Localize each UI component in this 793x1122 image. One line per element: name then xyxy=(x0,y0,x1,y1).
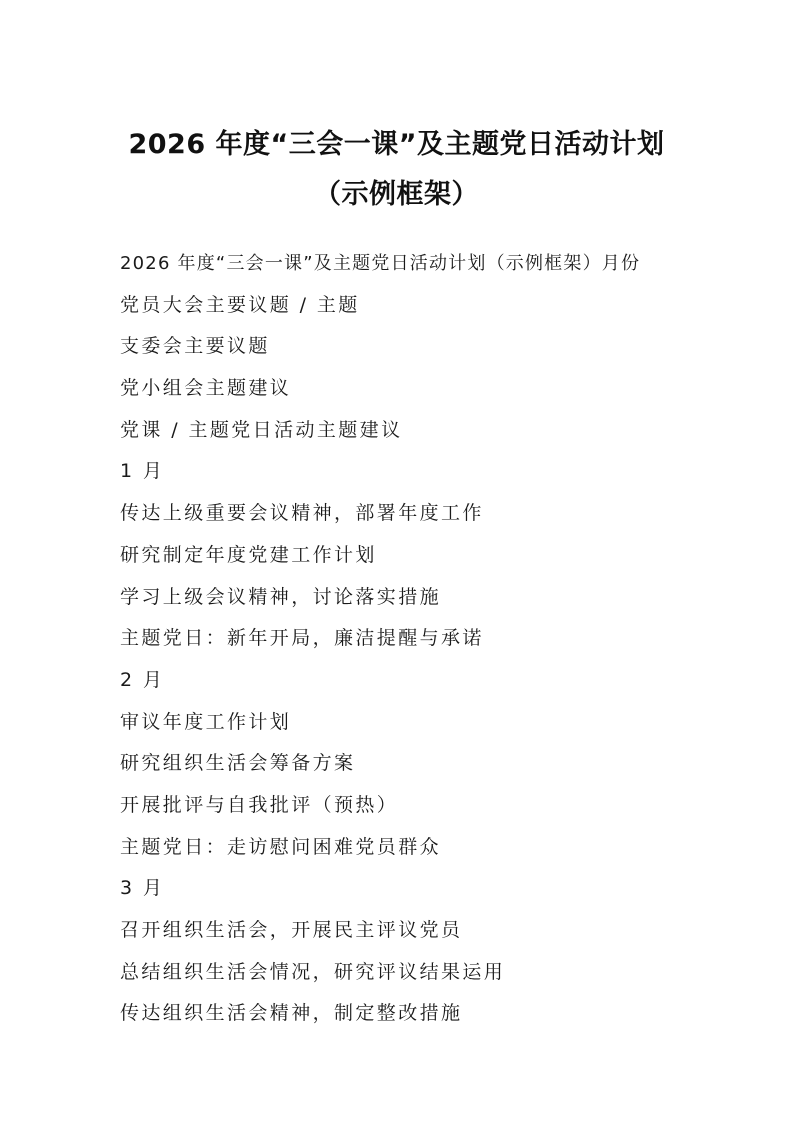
body-line: 学习上级会议精神，讨论落实措施 xyxy=(120,585,442,608)
body-line: 主题党日：走访慰问困难党员群众 xyxy=(120,835,442,858)
body-line: 传达上级重要会议精神，部署年度工作 xyxy=(120,502,484,525)
body-line: 党小组会主题建议 xyxy=(120,377,292,400)
body-line: 总结组织生活会情况，研究评议结果运用 xyxy=(120,960,506,983)
month-heading: 1 月 xyxy=(120,460,165,483)
body-line: 研究组织生活会筹备方案 xyxy=(120,752,356,775)
body-line: 主题党日：新年开局，廉洁提醒与承诺 xyxy=(120,627,484,650)
document-title: 2026 年度“三会一课”及主题党日活动计划 xyxy=(128,129,665,160)
body-line: 开展批评与自我批评（预热） xyxy=(120,793,399,816)
month-heading: 3 月 xyxy=(120,877,165,900)
body-line: 党课 / 主题党日活动主题建议 xyxy=(120,418,403,441)
document-body xyxy=(120,243,690,1035)
document-subtitle: （示例框架） xyxy=(314,179,479,210)
body-line: 党员大会主要议题 / 主题 xyxy=(120,293,360,316)
body-line: 研究制定年度党建工作计划 xyxy=(120,543,377,566)
body-line: 支委会主要议题 xyxy=(120,335,270,358)
body-line: 传达组织生活会精神，制定整改措施 xyxy=(120,1002,463,1025)
body-line: 2026 年度“三会一课”及主题党日活动计划（示例框架）月份 xyxy=(120,253,641,274)
body-line: 审议年度工作计划 xyxy=(120,710,292,733)
body-line: 召开组织生活会，开展民主评议党员 xyxy=(120,919,463,941)
month-heading: 2 月 xyxy=(120,668,165,691)
